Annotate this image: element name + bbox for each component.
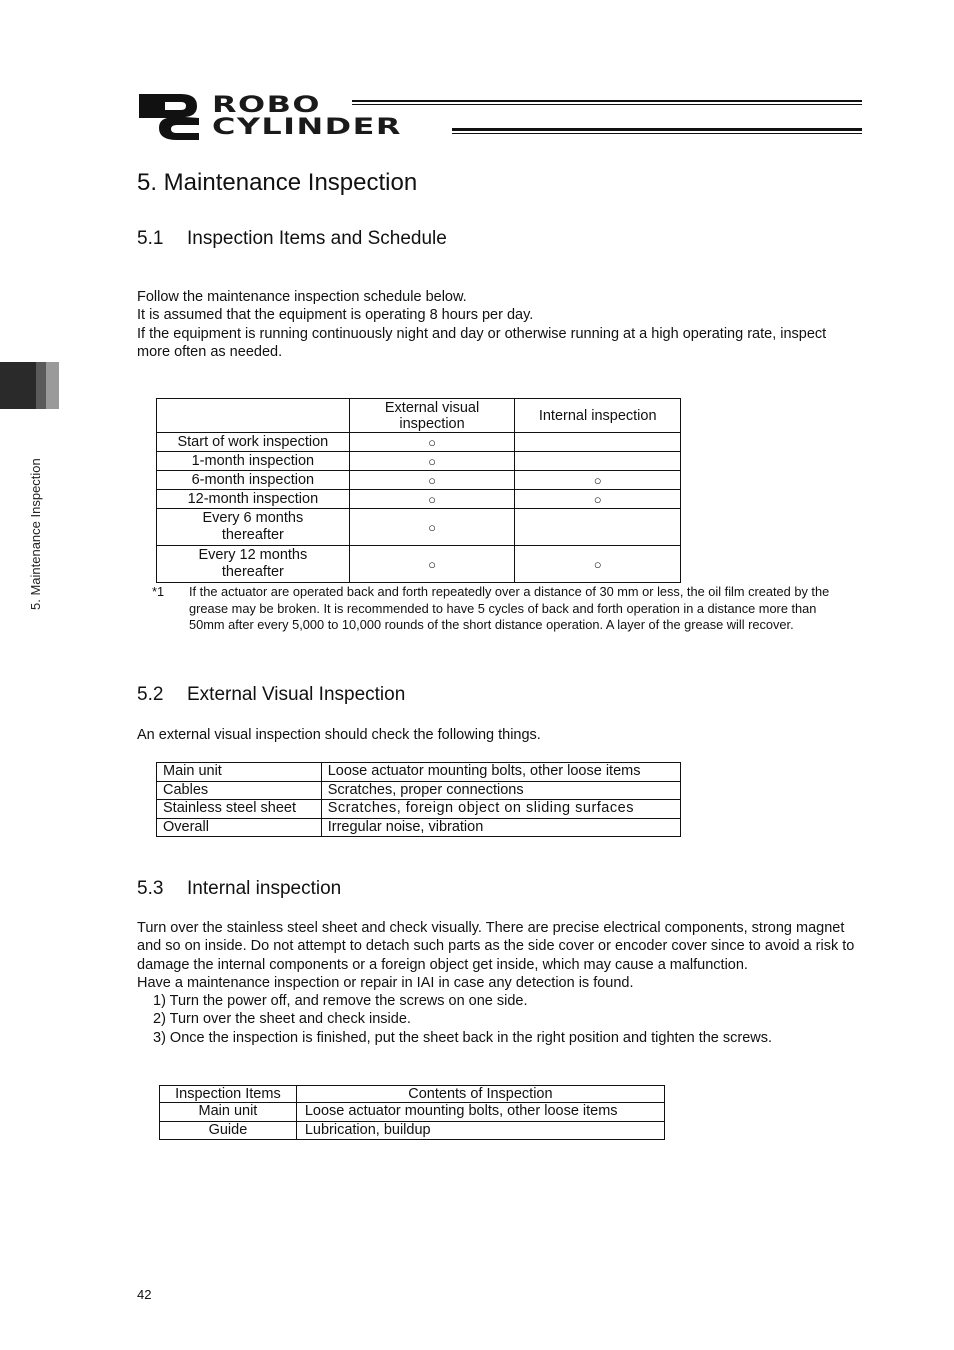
table-row	[157, 800, 681, 819]
side-tab-marker	[0, 362, 36, 409]
list-item: 2) Turn over the sheet and check inside.	[153, 1011, 411, 1028]
table-cell: Loose actuator mounting bolts, other loose items	[296, 1103, 664, 1122]
table-row	[157, 471, 681, 490]
inspection-schedule-table	[156, 398, 681, 583]
table-cell: Irregular noise, vibration	[321, 818, 680, 837]
table-row	[160, 1103, 665, 1122]
section-heading-5-1	[137, 228, 447, 250]
table-header: Contents of Inspection	[296, 1086, 664, 1103]
check-circle-icon: ○	[349, 433, 515, 452]
table-cell: Main unit	[157, 763, 322, 782]
footnote-text: If the actuator are operated back and forth repeatedly over a distance of 30 mm or less, the oil film created by the grease may be broken. It is recommended to have 5 cycles of back and forth operation in a distance more than 50mm after every 5,000 to 10,000 rounds of the short distance operation. A layer of the grease will recover.	[189, 584, 830, 632]
section3-text	[137, 919, 857, 1047]
section-title: Internal inspection	[187, 878, 342, 899]
table-cell: 1-month inspection	[157, 452, 350, 471]
table-cell: Every 12 months thereafter	[157, 546, 350, 583]
rc-logo-icon	[137, 92, 207, 142]
table-row	[157, 509, 681, 546]
check-circle-icon: ○	[349, 509, 515, 546]
table-row	[157, 546, 681, 583]
table-cell: Every 6 months thereafter	[157, 509, 350, 546]
section-title: External Visual Inspection	[187, 684, 406, 705]
paragraph: Have a maintenance inspection or repair in IAI in case any detection is found.	[137, 974, 634, 991]
check-circle-icon: ○	[349, 490, 515, 509]
table-cell: Guide	[160, 1121, 297, 1140]
list-item: 3) Once the inspection is finished, put the sheet back in the right position and tighten the screws.	[153, 1029, 773, 1046]
table-row	[157, 818, 681, 837]
list-item: 1) Turn the power off, and remove the screws on one side.	[153, 993, 528, 1010]
external-inspection-table	[156, 762, 681, 837]
side-tab-marker-mid	[36, 362, 46, 409]
paragraph: If the equipment is running continuously night and day or otherwise running at a high operating rate, inspect more often as needed.	[137, 325, 827, 360]
table-row	[157, 763, 681, 782]
paragraph: Turn over the stainless steel sheet and check visually. There are precise electrical components, strong magnet and so on inside. Do not attempt to detach such parts as the side cover or encoder cover since to avoid a risk to damage the internal components or a foreign object get inside, which may cause a malfunction.	[137, 920, 855, 973]
table-cell	[515, 452, 681, 471]
table-cell: 6-month inspection	[157, 471, 350, 490]
check-circle-icon: ○	[349, 546, 515, 583]
section2-intro: An external visual inspection should check the following things.	[137, 727, 541, 743]
table-cell: Main unit	[160, 1103, 297, 1122]
check-circle-icon: ○	[349, 471, 515, 490]
table-header: Inspection Items	[160, 1086, 297, 1103]
table-cell: Scratches, foreign object on sliding surfaces	[321, 800, 680, 819]
section-number: 5.2	[137, 684, 164, 705]
footnote-mark: *1	[152, 584, 165, 599]
table-row	[157, 781, 681, 800]
section1-text	[137, 288, 857, 361]
table-cell: Stainless steel sheet	[157, 800, 322, 819]
page-number: 42	[137, 1287, 152, 1302]
section-heading-5-3	[137, 878, 341, 900]
check-circle-icon: ○	[515, 546, 681, 583]
check-circle-icon: ○	[349, 452, 515, 471]
paragraph: It is assumed that the equipment is operating 8 hours per day.	[137, 307, 534, 324]
section-number: 5.3	[137, 878, 164, 899]
table-header-row	[157, 399, 681, 433]
table-row	[160, 1121, 665, 1140]
table-cell	[515, 433, 681, 452]
internal-inspection-table	[159, 1085, 665, 1140]
section-title: Inspection Items and Schedule	[187, 228, 447, 249]
table-cell: Loose actuator mounting bolts, other loose items	[321, 763, 680, 782]
table-row	[157, 490, 681, 509]
table-header	[157, 399, 350, 433]
section-number: 5.1	[137, 228, 164, 249]
table-cell: Cables	[157, 781, 322, 800]
table-header-row	[160, 1086, 665, 1103]
table-cell: Scratches, proper connections	[321, 781, 680, 800]
table-row	[157, 433, 681, 452]
side-tab-label: 5. Maintenance Inspection	[28, 458, 43, 610]
paragraph: Follow the maintenance inspection schedule below.	[137, 289, 467, 305]
check-circle-icon: ○	[515, 471, 681, 490]
logo-cylinder-text: CYLINDER	[212, 115, 402, 140]
table-cell: Start of work inspection	[157, 433, 350, 452]
footnote	[152, 584, 852, 634]
page-title: 5. Maintenance Inspection	[137, 169, 418, 196]
side-tab-marker-light	[46, 362, 59, 409]
check-circle-icon: ○	[515, 490, 681, 509]
table-cell: 12-month inspection	[157, 490, 350, 509]
section-heading-5-2	[137, 684, 405, 706]
table-cell: Overall	[157, 818, 322, 837]
header-rule	[352, 100, 862, 134]
table-header: External visual inspection	[349, 399, 515, 433]
table-row	[157, 452, 681, 471]
logo-robo-text: ROBO	[212, 93, 321, 118]
table-cell: Lubrication, buildup	[296, 1121, 664, 1140]
table-header: Internal inspection	[515, 399, 681, 433]
table-cell	[515, 509, 681, 546]
